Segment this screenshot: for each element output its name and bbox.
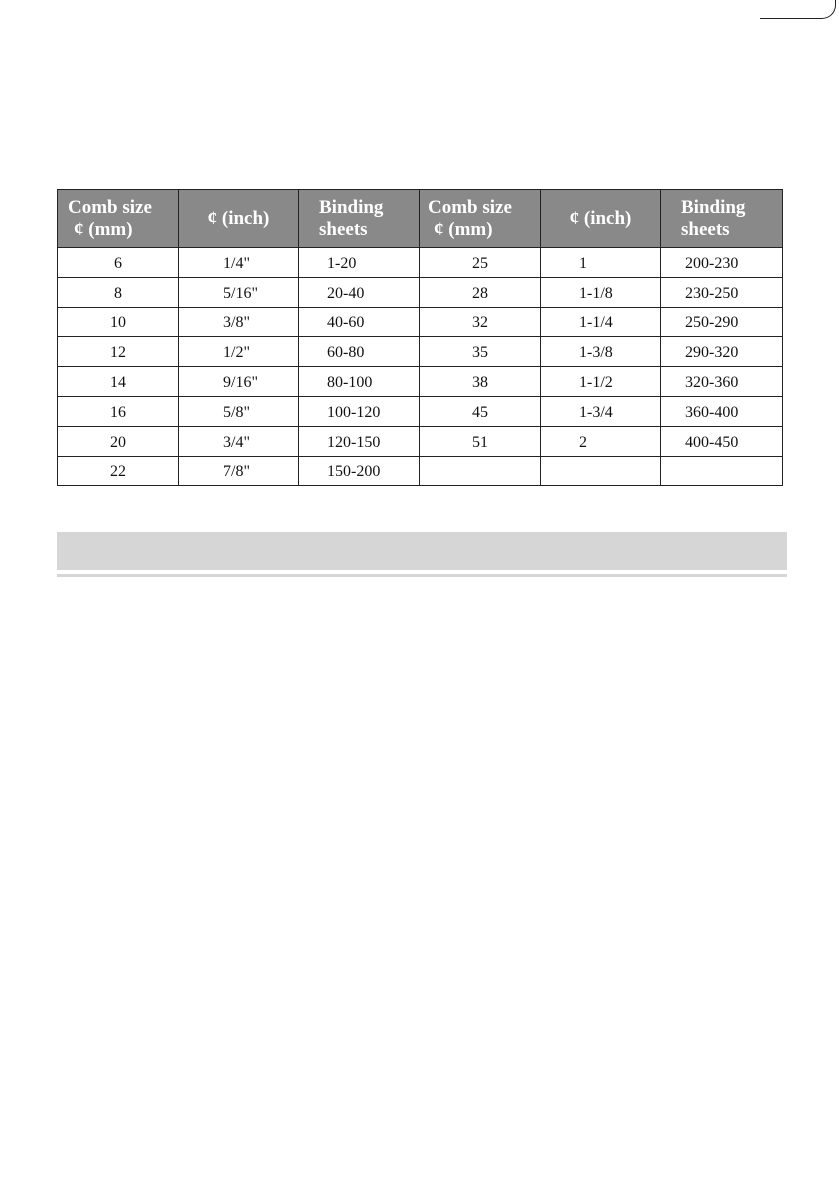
- cell-comb-size-mm: 16: [58, 396, 179, 426]
- cell-binding-sheets: 200-230: [661, 248, 783, 278]
- corner-crop-mark: [760, 0, 836, 19]
- cell-comb-size-mm: 45: [420, 396, 541, 426]
- header-diameter-inch: [179, 190, 299, 248]
- cell-diameter-inch: 1-1/4: [541, 307, 661, 337]
- table-row: [58, 426, 783, 456]
- cell-diameter-inch: 2: [541, 426, 661, 456]
- cell-comb-size-mm: 38: [420, 367, 541, 397]
- cell-binding-sheets: 120-150: [299, 426, 420, 456]
- header-line: sheets: [319, 218, 368, 240]
- cell-binding-sheets: 40-60: [299, 307, 420, 337]
- header-line: ¢ (mm): [434, 218, 493, 240]
- cell-diameter-inch: [541, 456, 661, 486]
- cell-comb-size-mm: 6: [58, 248, 179, 278]
- header-line: Binding: [681, 196, 746, 218]
- cell-comb-size-mm: 14: [58, 367, 179, 397]
- cell-binding-sheets: 20-40: [299, 277, 420, 307]
- cell-comb-size-mm: 28: [420, 277, 541, 307]
- cell-binding-sheets: 100-120: [299, 396, 420, 426]
- cell-binding-sheets: 230-250: [661, 277, 783, 307]
- cell-binding-sheets: 60-80: [299, 337, 420, 367]
- header-comb-size-mm: [58, 190, 179, 248]
- cell-diameter-inch: 1-3/8: [541, 337, 661, 367]
- table-header-row: [58, 190, 783, 248]
- table-row: [58, 248, 783, 278]
- header-line: Comb size: [68, 196, 152, 218]
- cell-comb-size-mm: 20: [58, 426, 179, 456]
- cell-binding-sheets: 320-360: [661, 367, 783, 397]
- table-row: [58, 367, 783, 397]
- table-row: [58, 456, 783, 486]
- cell-comb-size-mm: 32: [420, 307, 541, 337]
- section-header-bar: [57, 532, 787, 570]
- cell-comb-size-mm: 12: [58, 337, 179, 367]
- cell-diameter-inch: 1-1/2: [541, 367, 661, 397]
- header-comb-size-mm: [420, 190, 541, 248]
- header-line: sheets: [681, 218, 730, 240]
- cell-diameter-inch: 7/8": [179, 456, 299, 486]
- cell-binding-sheets: 150-200: [299, 456, 420, 486]
- cell-binding-sheets: 400-450: [661, 426, 783, 456]
- header-line: ¢ (mm): [74, 218, 133, 240]
- cell-comb-size-mm: 10: [58, 307, 179, 337]
- cell-diameter-inch: 5/16": [179, 277, 299, 307]
- cell-diameter-inch: 3/8": [179, 307, 299, 337]
- cell-comb-size-mm: 51: [420, 426, 541, 456]
- cell-comb-size-mm: 22: [58, 456, 179, 486]
- cell-diameter-inch: 1/4": [179, 248, 299, 278]
- cell-binding-sheets: 360-400: [661, 396, 783, 426]
- table-body: [58, 248, 783, 486]
- header-line: ¢ (inch): [207, 207, 270, 229]
- header-binding-sheets: [299, 190, 420, 248]
- cell-diameter-inch: 3/4": [179, 426, 299, 456]
- header-line: ¢ (inch): [569, 207, 632, 229]
- header-diameter-inch: [541, 190, 661, 248]
- cell-binding-sheets: 250-290: [661, 307, 783, 337]
- table-row: [58, 307, 783, 337]
- header-binding-sheets: [661, 190, 783, 248]
- cell-binding-sheets: 1-20: [299, 248, 420, 278]
- header-line: Binding: [319, 196, 384, 218]
- cell-comb-size-mm: 35: [420, 337, 541, 367]
- table-row: [58, 396, 783, 426]
- cell-diameter-inch: 1-3/4: [541, 396, 661, 426]
- table-row: [58, 337, 783, 367]
- cell-diameter-inch: 9/16": [179, 367, 299, 397]
- cell-diameter-inch: 1/2": [179, 337, 299, 367]
- table-row: [58, 277, 783, 307]
- section-divider: [57, 574, 787, 577]
- cell-diameter-inch: 1-1/8: [541, 277, 661, 307]
- cell-comb-size-mm: 25: [420, 248, 541, 278]
- cell-binding-sheets: 80-100: [299, 367, 420, 397]
- cell-binding-sheets: 290-320: [661, 337, 783, 367]
- header-line: Comb size: [428, 196, 512, 218]
- cell-diameter-inch: 5/8": [179, 396, 299, 426]
- comb-size-table: [57, 189, 783, 486]
- cell-comb-size-mm: [420, 456, 541, 486]
- cell-binding-sheets: [661, 456, 783, 486]
- cell-diameter-inch: 1: [541, 248, 661, 278]
- cell-comb-size-mm: 8: [58, 277, 179, 307]
